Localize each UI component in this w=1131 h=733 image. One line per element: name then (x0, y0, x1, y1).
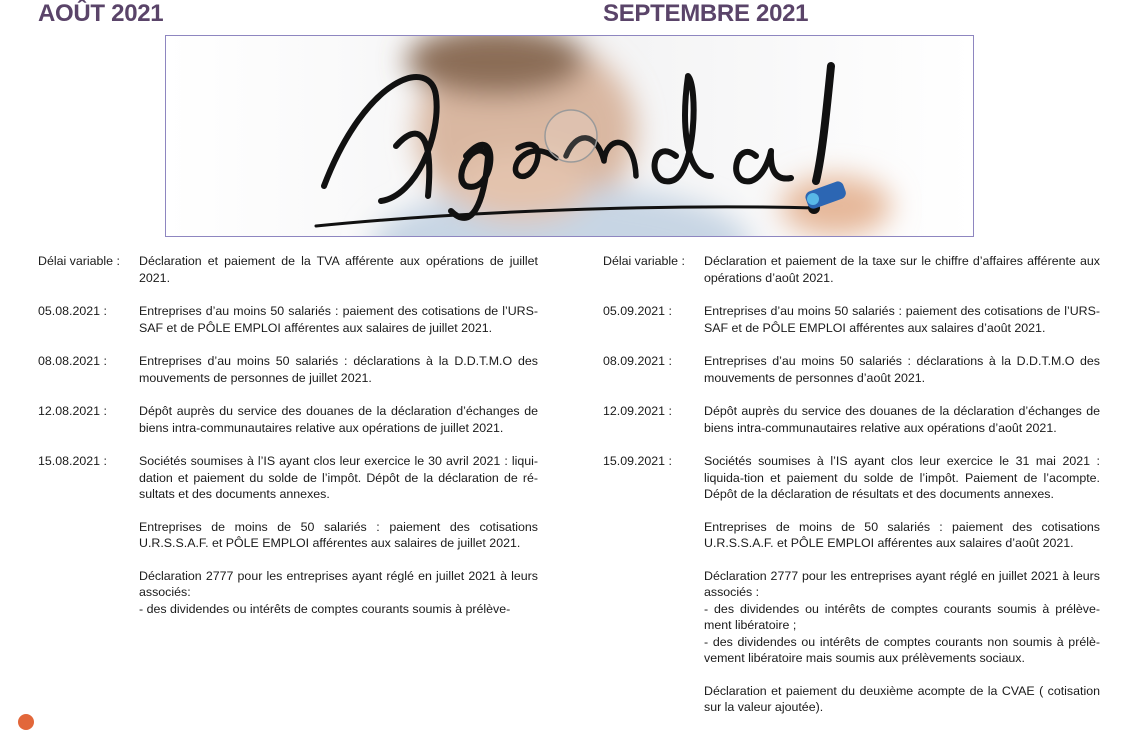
agenda-entry (603, 453, 1100, 716)
agenda-entry (38, 453, 538, 617)
september-agenda-column (603, 253, 1100, 733)
entry-date: 05.08.2021 : (38, 304, 107, 318)
entry-date: Délai variable : (603, 254, 685, 268)
entry-paragraph: Déclaration 2777 pour les entreprises ayant réglé en juillet 2021 à leurs associés: - des dividendes ou intérêts de comptes courants soumis à prélève- (139, 568, 538, 616)
entry-paragraph: Entreprises de moins de 50 salariés : paiement des cotisations U.R.S.S.A.F. et PÔLE EMPLOI afférentes aux salaires d’août 2021. (704, 519, 1100, 550)
entry-paragraph: Entreprises d’au moins 50 salariés : déclarations à la D.D.T.M.O des mouvements de personnes de juillet 2021. (139, 354, 538, 385)
entry-paragraph: Entreprises d’au moins 50 salariés : paiement des cotisations de l’URS-SAF et de PÔLE EMPLOI afférentes aux salaires d’août 2021. (704, 304, 1100, 335)
entry-paragraph: Déclaration et paiement du deuxième acompte de la CVAE ( cotisation sur la valeur ajoutée). (704, 683, 1100, 714)
month-heading-august: AOÛT 2021 (38, 0, 164, 27)
august-agenda-column (38, 253, 538, 634)
entry-description (139, 403, 538, 436)
agenda-entry (603, 403, 1100, 436)
agenda-entry (38, 303, 538, 336)
entry-paragraph: Dépôt auprès du service des douanes de la déclaration d’échanges de biens intra-communautaires relative aux opérations d’août 2021. (704, 404, 1100, 435)
entry-paragraph: Déclaration et paiement de la TVA afférente aux opérations de juillet 2021. (139, 254, 538, 285)
entry-paragraph: Déclaration 2777 pour les entreprises ayant réglé en juillet 2021 à leurs associés : - des dividendes ou intérêts de comptes courants soumis à prélève-ment libératoire ; - des dividendes ou intérêts de comptes courants non soumis à prélè-vement libératoire mais soumis aux prélèvements sociaux. (704, 568, 1100, 665)
entry-description (704, 403, 1100, 436)
entry-date: 08.09.2021 : (603, 354, 672, 368)
entry-description (704, 353, 1100, 386)
entry-description (704, 303, 1100, 336)
entry-description (139, 303, 538, 336)
agenda-banner-image (165, 35, 974, 237)
corner-decoration (18, 714, 34, 730)
entry-paragraph: Déclaration et paiement de la taxe sur le chiffre d’affaires afférente aux opérations d’août 2021. (704, 254, 1100, 285)
entry-date: Délai variable : (38, 254, 120, 268)
entry-paragraph: Sociétés soumises à l’IS ayant clos leur exercice le 30 avril 2021 : liqui-dation et paiement du solde de l’impôt. Dépôt de la déclaration de ré-sultats et des documents annexes. (139, 454, 538, 501)
entry-date: 12.08.2021 : (38, 404, 107, 418)
entry-description (704, 253, 1100, 286)
agenda-entry (603, 253, 1100, 286)
agenda-entry (603, 353, 1100, 386)
entry-paragraph: Sociétés soumises à l’IS ayant clos leur exercice le 31 mai 2021 : liquida-tion et paiement du solde de l’impôt. Paiement de l’acompte. Dépôt de la déclaration de résultats et des documents annexes. (704, 454, 1100, 501)
entry-description (139, 253, 538, 286)
entry-date: 08.08.2021 : (38, 354, 107, 368)
agenda-entry (38, 353, 538, 386)
entry-description (139, 453, 538, 617)
entry-date: 12.09.2021 : (603, 404, 672, 418)
entry-paragraph: Entreprises d’au moins 50 salariés : déclarations à la D.D.T.M.O des mouvements de personnes d’août 2021. (704, 354, 1100, 385)
entry-paragraph: Entreprises d’au moins 50 salariés : paiement des cotisations de l’URS-SAF et de PÔLE EMPLOI afférentes aux salaires de juillet 2021. (139, 304, 538, 335)
entry-date: 05.09.2021 : (603, 304, 672, 318)
month-heading-september: SEPTEMBRE 2021 (603, 0, 809, 27)
entry-date: 15.08.2021 : (38, 454, 107, 468)
agenda-entry (603, 303, 1100, 336)
agenda-entry (38, 253, 538, 286)
entry-date: 15.09.2021 : (603, 454, 672, 468)
agenda-entry (38, 403, 538, 436)
entry-description (704, 453, 1100, 716)
entry-paragraph: Dépôt auprès du service des douanes de la déclaration d’échanges de biens intra-communautaires relative aux opérations de juillet 2021. (139, 404, 538, 435)
entry-paragraph: Entreprises de moins de 50 salariés : paiement des cotisations U.R.S.S.A.F. et PÔLE EMPLOI afférentes aux salaires de juillet 2021. (139, 519, 538, 550)
entry-description (139, 353, 538, 386)
